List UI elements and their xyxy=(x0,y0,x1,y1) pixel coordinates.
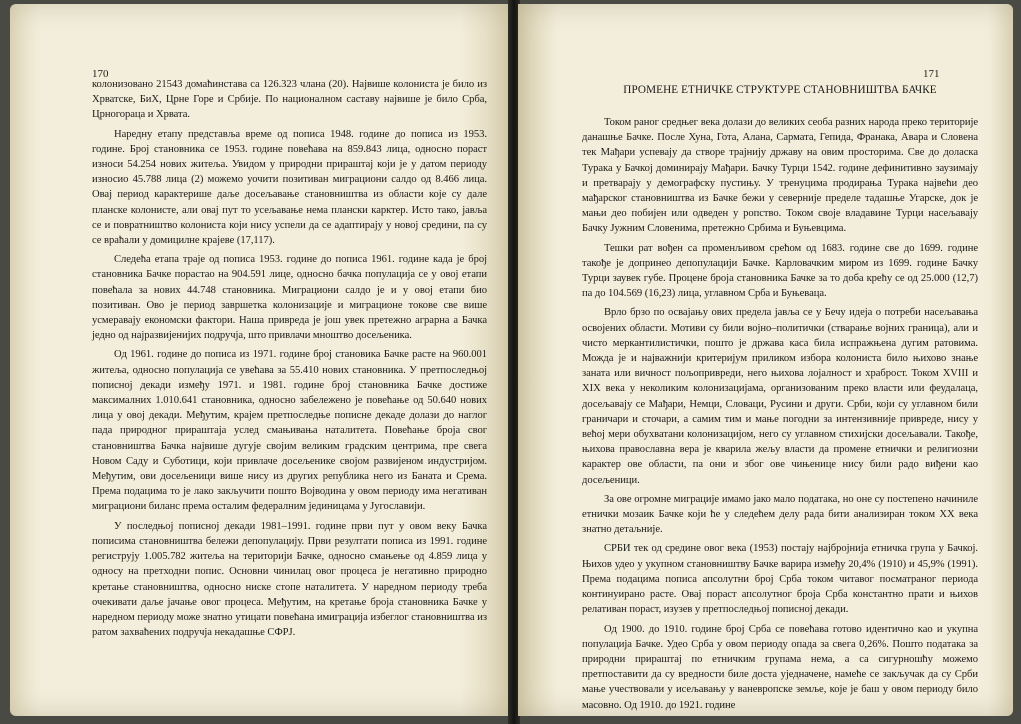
paragraph: Врло брзо по освајању ових предела јавља се у Бечу идеја о потреби насељавања освојених области. Мотиви су били војно–политички (стварање војних граница), али и чисто меркантилистички, пошто је држава каса била испражњена дугим ратовима. Можда је и најважнији критеријум приликом избора колониста било њихово знање заната или вичност пољопривреди, него њихова лојалност и храброст. Током XVIII и XIX века у неколиким колонизацијама, организованим преко власти или феудалаца, досељавају се Мађари, Немци, Словаци, Русини и други. Срби, који су углавном били граничари и сточари, а самим тим и мање погодни за интензивније привреде, нису у већој мери обухватани колонизацијом, него су углавном стихијски досељавали. Такође, њихова православна вера је кварила жељу власти да промене етнички и религиозни карактер ове области, па они и због ове чињенице нису били радо виђени као досељеници. xyxy=(582,307,978,486)
page-number-left: 170 xyxy=(92,68,109,80)
right-page-body xyxy=(582,115,978,716)
paragraph: колонизовано 21543 домаћинстава са 126.323 члана (20). Највише колониста је било из Хрватске, БиХ, Црне Горе и Србије. По националном саставу највише је било Срба, Црногораца и Хрвата. xyxy=(92,79,487,121)
paragraph: Тешки рат вођен са променљивом срећом од 1683. године све до 1699. године такође је допринео депопулацији Бачке. Карловачким миром из 1699. године Бачку Турци заувек губе. Процене броја становника Бачке за то доба крећу се од 25.000 (12,7) па до 104.569 (16,23) лица, углавном Срба и Буњеваца. xyxy=(582,242,978,300)
left-page xyxy=(10,4,510,716)
paragraph: Од 1961. године до пописа из 1971. године број становика Бачке расте на 960.001 житеља, односно популација се увећава за 55.410 нових становника. У претпоследњој пописној декади између 1971. и 1981. године број становника Бачке достиже максималних 1.010.641 становника, односно забележено је повећање од 50.640 нових лица у овој декади. Међутим, крајем претпоследње пописне декаде долази до наглог пада природног прираштаја услед смањивања наталитета. Повећање броја свог становништва Бачка највише дугује својим великим градским центрима, пре свега Новом Саду и Суботици, који привлаче досељенике својом развијеном индустријом. Међутим, ови досељеници више нису из других република него из Баната и Срема. Према подацима то је лако закључити пошто Војводина у овом периоду има негативан миграциони биланс према осталим федералним јединицама у Југославији. xyxy=(92,349,487,513)
left-page-body xyxy=(92,77,487,644)
page-number-right: 171 xyxy=(923,68,940,80)
paragraph: У последњој пописној декади 1981–1991. године први пут у овом веку Бачка пописима становништва бележи депопулацију. Први резултати пописа из 1991. године региструју 1.005.782 житеља на територији Бачке, односно смањење од 4.859 лица у односу на претходни попис. Основни чинилац овог процеса је негативно природно кретање становништва, односно ниске стопе наталитета. У наредном периоду треба очекивати даље јачање овог процеса. Међутим, на кретање броја становника Бачке у наредном периоду може знатно утицати повећана имиграција избеглог становништва из ратом захваћених подручја некадашње СФРЈ. xyxy=(92,520,487,639)
section-heading: ПРОМЕНЕ ЕТНИЧКЕ СТРУКТУРЕ СТАНОВНИШТВА БАЧКЕ xyxy=(623,84,937,96)
right-page xyxy=(518,4,1013,716)
paragraph: За ове огромне миграције имамо јако мало података, но оне су постепено начиниле етнички мозаик Бачке који ће у следећем делу рада бити анализиран током XX века знатно детаљније. xyxy=(582,493,978,536)
paragraph: СРБИ тек од средине овог века (1953) постају најбројнија етничка група у Бачкој. Њихов удео у укупном становништву Бачке варира између 20,4% (1910) и 45,9% (1991). Према подацима пописа апсолутни број Срба током читавог посматраног периода континуирано расте. Овај пораст апсолутног броја Срба константно прати и њихов релативан пораст, изузев у претпоследњој пописној декади. xyxy=(582,543,978,616)
paragraph: Наредну етапу представља време од пописа 1948. године до пописа из 1953. године. Број становника се 1953. године повећава на 859.843 лица, односно пораст износи 54.254 нових житеља. Увидом у природни прираштај који је у датом периоду износио 45.788 лица (2) можемо уочити позитиван миграциони салдо од 8.466 лица. Овај период карактерише даље досељавање становништва из области које су дале планске колонисте, али овај пут то усељавање нема плански карктер. Исто тако, јавља се и повратништво колониста који нису успели да се адаптирају у новој средини, па су се враћали у домицилне крајеве (17,117). xyxy=(92,128,487,247)
paragraph: Од 1900. до 1910. године број Срба се повећава готово идентично као и укупна популација Бачке. Удео Срба у овом периоду опада за свега 0,26%. Пошто података за природни прираштај по етничким групама нема, а са сигурношћу можемо претпоставити да су вредности биле доста уједначене, намеће се закључак да су Срби мање учествовали у исељавању у ваневропске земље, које је баш у овом периоду било масовно. Од 1910. до 1921. године xyxy=(582,623,978,711)
paragraph: Током раног средњег века долази до великих сеоба разних народа преко територије данашње Бачке. После Хуна, Гота, Алана, Сармата, Гепида, Франака, Авара и Словена тек Мађари успевају да створе трајнију државу на овим просторима. Све до доласка Турака у Бачкој доминирају Мађари. Бачку Турци 1542. године дефинитивно заузимају и претварају у демографску пустињу. У тренуцима продирања Турака највећи део мађарског становништва из Бачке бежи у северније пределе тадашње Угарске, док је мањи део побијен или одведен у ропство. Током своје владавине Турци насељавају Бачку Јужним Словенима, претежно Србима и Буњевцима. xyxy=(582,117,978,235)
paragraph: Следећа етапа траје од пописа 1953. године до пописа 1961. године када је број становника Бачке порастао на 904.591 лице, односно бачка популација се у овој етапи повећала за нових 44.748 становника. Миграциони салдо је и у овој етапи био позитиван. Ово је период завршетка колонизације и миграционе токове све више усмеравају економски фактори. Наша привреда је још увек претежно аграрна а Бачка једно од најразвијенијих подручја, што привлачи мноштво досељеника. xyxy=(92,254,487,342)
